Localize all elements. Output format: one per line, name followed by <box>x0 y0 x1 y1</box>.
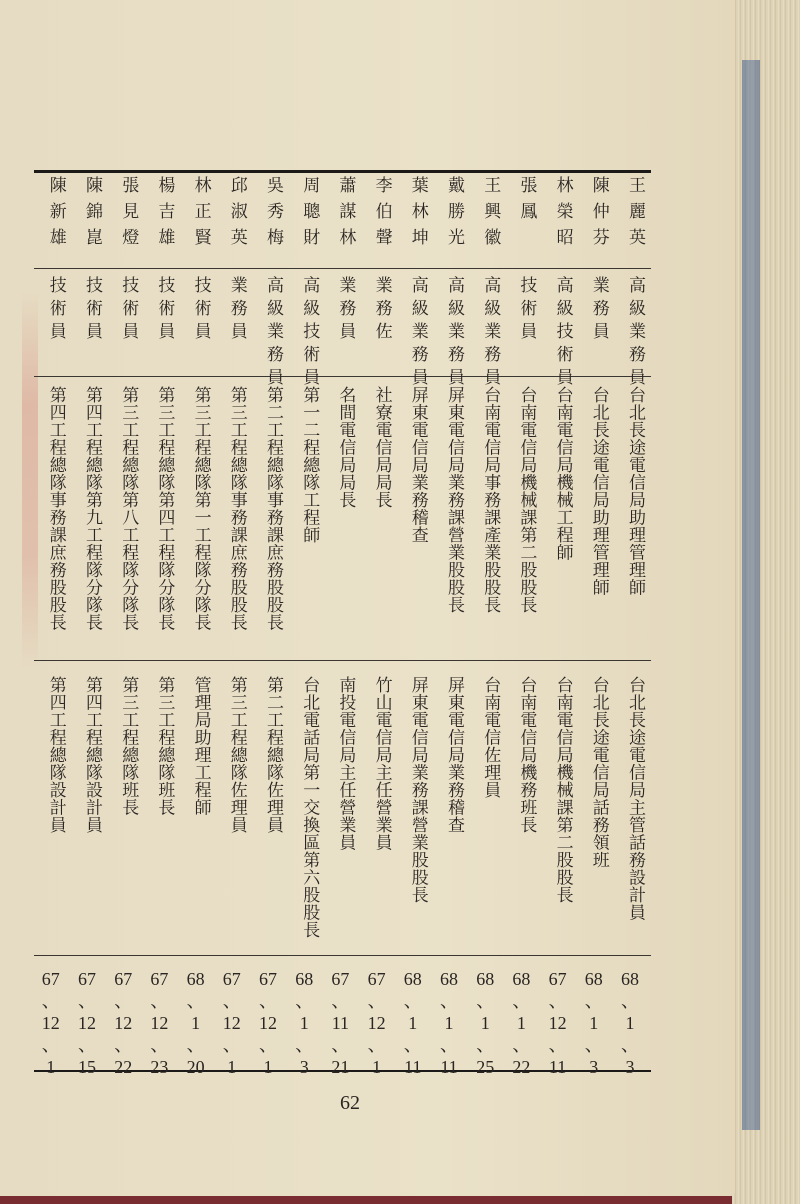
from-cell: 第三工程總隊第四工程隊分隊長 <box>154 386 175 631</box>
date-part: 68 <box>512 969 531 989</box>
to-cell: 第二工程總隊佐理員 <box>263 676 283 834</box>
date-part: 、 <box>584 1035 603 1055</box>
title-cell: 技術員 <box>190 276 211 345</box>
date-part: 68 <box>476 969 495 989</box>
table-row <box>178 176 214 1077</box>
from-cell: 第四工程總隊第九工程隊分隊長 <box>82 386 102 631</box>
date-cell <box>467 968 503 1078</box>
title-cell: 技術員 <box>45 276 66 345</box>
date-part: 3 <box>625 1057 635 1077</box>
date-cell <box>612 968 648 1078</box>
title-cell: 技術員 <box>82 276 102 345</box>
title-cell: 技術員 <box>154 276 175 345</box>
date-part: 11 <box>331 1013 350 1033</box>
date-part: 、 <box>584 991 603 1011</box>
to-cell: 台北長途電信局話務領班 <box>588 676 609 869</box>
date-part: 12 <box>78 1013 96 1033</box>
to-cell: 南投電信局主任營業員 <box>335 676 356 851</box>
table-row <box>395 176 431 1077</box>
name-cell: 吳秀梅 <box>263 176 283 254</box>
date-part: 3 <box>299 1057 309 1077</box>
date-cell <box>359 968 395 1078</box>
date-part: 67 <box>222 969 241 989</box>
edge-band <box>742 60 760 1130</box>
to-cell: 第三工程總隊佐理員 <box>226 676 247 834</box>
title-cell: 高級技術員 <box>552 276 573 391</box>
name-cell: 陳新雄 <box>45 176 66 254</box>
title-cell: 高級業務員 <box>407 276 428 391</box>
date-part: 、 <box>41 1035 60 1055</box>
date-cell <box>250 968 286 1078</box>
date-part: 68 <box>186 969 205 989</box>
date-part: 68 <box>403 969 422 989</box>
date-part: 1 <box>444 1013 454 1033</box>
date-part: 1 <box>227 1057 237 1077</box>
from-cell: 第一二程總隊工程師 <box>299 386 320 544</box>
date-cell <box>105 968 141 1078</box>
date-part: 11 <box>404 1057 422 1077</box>
date-part: 、 <box>621 991 639 1011</box>
date-part: 1 <box>46 1057 56 1077</box>
date-part: 12 <box>367 1013 386 1033</box>
date-cell <box>322 968 358 1078</box>
date-part: 、 <box>476 991 495 1011</box>
table-row <box>576 176 612 1077</box>
date-part: 、 <box>186 991 205 1011</box>
date-cell <box>69 968 105 1078</box>
table-row <box>467 176 503 1077</box>
date-cell <box>395 968 431 1078</box>
date-cell <box>178 968 214 1078</box>
name-cell: 王興徽 <box>480 176 501 254</box>
table-row <box>322 176 358 1077</box>
date-part: 、 <box>367 991 386 1011</box>
table-row <box>33 176 69 1077</box>
title-cell: 業務員 <box>226 276 247 345</box>
date-part: 12 <box>259 1013 277 1033</box>
title-cell: 高級業務員 <box>625 276 645 391</box>
date-part: 67 <box>41 969 60 989</box>
from-cell: 屏東電信局業務課營業股股長 <box>444 386 464 614</box>
date-part: 15 <box>78 1057 96 1077</box>
date-cell <box>503 968 539 1078</box>
table-row <box>214 176 250 1077</box>
to-cell: 第四工程總隊設計員 <box>82 676 102 834</box>
date-part: 、 <box>621 1035 639 1055</box>
from-cell: 第三工程總隊第八工程隊分隊長 <box>118 386 139 631</box>
date-part: 67 <box>331 969 350 989</box>
date-part: 、 <box>548 991 567 1011</box>
to-cell: 管理局助理工程師 <box>190 676 211 816</box>
to-cell: 竹山電信局主任營業員 <box>371 676 392 851</box>
date-part: 、 <box>403 991 422 1011</box>
date-part: 1 <box>516 1013 526 1033</box>
date-part: 20 <box>186 1057 205 1077</box>
table-row <box>69 176 105 1077</box>
date-part: 、 <box>331 991 350 1011</box>
name-cell: 林榮昭 <box>552 176 573 254</box>
date-part: 、 <box>114 991 133 1011</box>
from-cell: 台南電信局事務課產業股股長 <box>480 386 501 614</box>
date-part: 、 <box>78 1035 96 1055</box>
name-cell: 楊吉雄 <box>154 176 175 254</box>
name-cell: 張見燈 <box>118 176 139 254</box>
to-cell: 台北長途電信局主管話務設計員 <box>625 676 645 921</box>
name-cell: 邱淑英 <box>226 176 247 254</box>
date-part: 11 <box>440 1057 458 1077</box>
date-part: 22 <box>114 1057 133 1077</box>
from-cell: 名間電信局局長 <box>335 386 356 509</box>
date-part: 12 <box>222 1013 241 1033</box>
table-row <box>105 176 141 1077</box>
name-cell: 林正賢 <box>190 176 211 254</box>
date-part: 67 <box>78 969 96 989</box>
date-part: 、 <box>512 991 531 1011</box>
date-part: 、 <box>512 1035 531 1055</box>
from-cell: 台南電信局機械課第二股股長 <box>516 386 537 614</box>
date-part: 1 <box>372 1057 382 1077</box>
date-part: 67 <box>548 969 567 989</box>
date-part: 22 <box>512 1057 531 1077</box>
date-part: 25 <box>476 1057 495 1077</box>
name-cell: 蕭謀林 <box>335 176 356 254</box>
title-cell: 技術員 <box>118 276 139 345</box>
from-cell: 台北長途電信局助理管理師 <box>625 386 645 596</box>
date-part: 68 <box>621 969 639 989</box>
to-cell: 台南電信局機務班長 <box>516 676 537 834</box>
from-cell: 台南電信局機械工程師 <box>552 386 573 561</box>
to-cell: 屏東電信局業務課營業股股長 <box>407 676 428 904</box>
date-cell <box>141 968 177 1078</box>
date-part: 67 <box>150 969 169 989</box>
date-part: 、 <box>222 991 241 1011</box>
table-row <box>503 176 539 1077</box>
date-part: 、 <box>548 1035 567 1055</box>
date-part: 、 <box>259 991 277 1011</box>
from-cell: 第四工程總隊事務課庶務股股長 <box>45 386 66 631</box>
date-part: 、 <box>367 1035 386 1055</box>
date-part: 、 <box>186 1035 205 1055</box>
from-cell: 屏東電信局業務稽查 <box>407 386 428 544</box>
name-cell: 王麗英 <box>625 176 645 254</box>
date-part: 1 <box>625 1013 635 1033</box>
to-cell: 第三工程總隊班長 <box>154 676 175 816</box>
title-cell: 技術員 <box>516 276 537 345</box>
title-cell: 業務員 <box>588 276 609 345</box>
date-part: 1 <box>191 1013 201 1033</box>
date-part: 12 <box>150 1013 169 1033</box>
date-part: 67 <box>259 969 277 989</box>
date-part: 、 <box>440 1035 458 1055</box>
date-part: 、 <box>150 991 169 1011</box>
date-part: 、 <box>41 991 60 1011</box>
table-row <box>431 176 467 1077</box>
table-row <box>540 176 576 1077</box>
date-part: 、 <box>440 991 458 1011</box>
date-part: 68 <box>440 969 458 989</box>
to-cell: 第三工程總隊班長 <box>118 676 139 816</box>
from-cell: 第三工程總隊事務課庶務股股長 <box>226 386 247 631</box>
date-part: 68 <box>584 969 603 989</box>
date-part: 67 <box>114 969 133 989</box>
table-row <box>612 176 648 1077</box>
name-cell: 陳仲芬 <box>588 176 609 254</box>
title-cell: 高級業務員 <box>444 276 464 391</box>
date-part: 1 <box>408 1013 418 1033</box>
date-part: 、 <box>476 1035 495 1055</box>
date-part: 68 <box>295 969 314 989</box>
title-cell: 業務員 <box>335 276 356 345</box>
title-cell: 高級業務員 <box>263 276 283 391</box>
date-part: 3 <box>589 1057 599 1077</box>
name-cell: 周聰財 <box>299 176 320 254</box>
date-part: 23 <box>150 1057 169 1077</box>
date-part: 、 <box>331 1035 350 1055</box>
from-cell: 社寮電信局局長 <box>371 386 392 509</box>
table-row <box>141 176 177 1077</box>
date-cell <box>33 968 69 1078</box>
date-part: 、 <box>222 1035 241 1055</box>
to-cell: 台南電信佐理員 <box>480 676 501 799</box>
date-part: 12 <box>548 1013 567 1033</box>
name-cell: 張鳳 <box>516 176 537 228</box>
title-cell: 高級技術員 <box>299 276 320 391</box>
date-part: 11 <box>548 1057 567 1077</box>
date-part: 、 <box>150 1035 169 1055</box>
from-cell: 第三工程總隊第一工程隊分隊長 <box>190 386 211 631</box>
top-rule <box>34 170 651 173</box>
to-cell: 台南電信局機械課第二股股長 <box>552 676 573 904</box>
date-part: 、 <box>78 991 96 1011</box>
date-part: 、 <box>403 1035 422 1055</box>
date-part: 1 <box>589 1013 599 1033</box>
from-cell: 第二工程總隊事務課庶務股股長 <box>263 386 283 631</box>
date-cell <box>576 968 612 1078</box>
date-cell <box>286 968 322 1078</box>
date-part: 12 <box>41 1013 60 1033</box>
name-cell: 陳錦崑 <box>82 176 102 254</box>
date-part: 1 <box>299 1013 309 1033</box>
date-part: 、 <box>114 1035 133 1055</box>
page-number: 62 <box>340 1092 360 1114</box>
name-cell: 戴勝光 <box>444 176 464 254</box>
date-part: 1 <box>480 1013 490 1033</box>
date-part: 12 <box>114 1013 133 1033</box>
name-cell: 葉林坤 <box>407 176 428 254</box>
date-part: 67 <box>367 969 386 989</box>
date-cell <box>431 968 467 1078</box>
name-cell: 李伯聲 <box>371 176 392 254</box>
title-cell: 高級業務員 <box>480 276 501 391</box>
to-cell: 第四工程總隊設計員 <box>45 676 66 834</box>
to-cell: 台北電話局第一交換區第六股股長 <box>299 676 320 939</box>
date-part: 1 <box>263 1057 273 1077</box>
date-part: 、 <box>295 1035 314 1055</box>
title-cell: 業務佐 <box>371 276 392 345</box>
date-part: 、 <box>295 991 314 1011</box>
table-row <box>286 176 322 1077</box>
to-cell: 屏東電信局業務稽查 <box>444 676 464 834</box>
from-cell: 台北長途電信局助理管理師 <box>588 386 609 596</box>
date-cell <box>214 968 250 1078</box>
table-row <box>250 176 286 1077</box>
table-row <box>359 176 395 1077</box>
date-cell <box>540 968 576 1078</box>
date-part: 21 <box>331 1057 350 1077</box>
date-part: 、 <box>259 1035 277 1055</box>
